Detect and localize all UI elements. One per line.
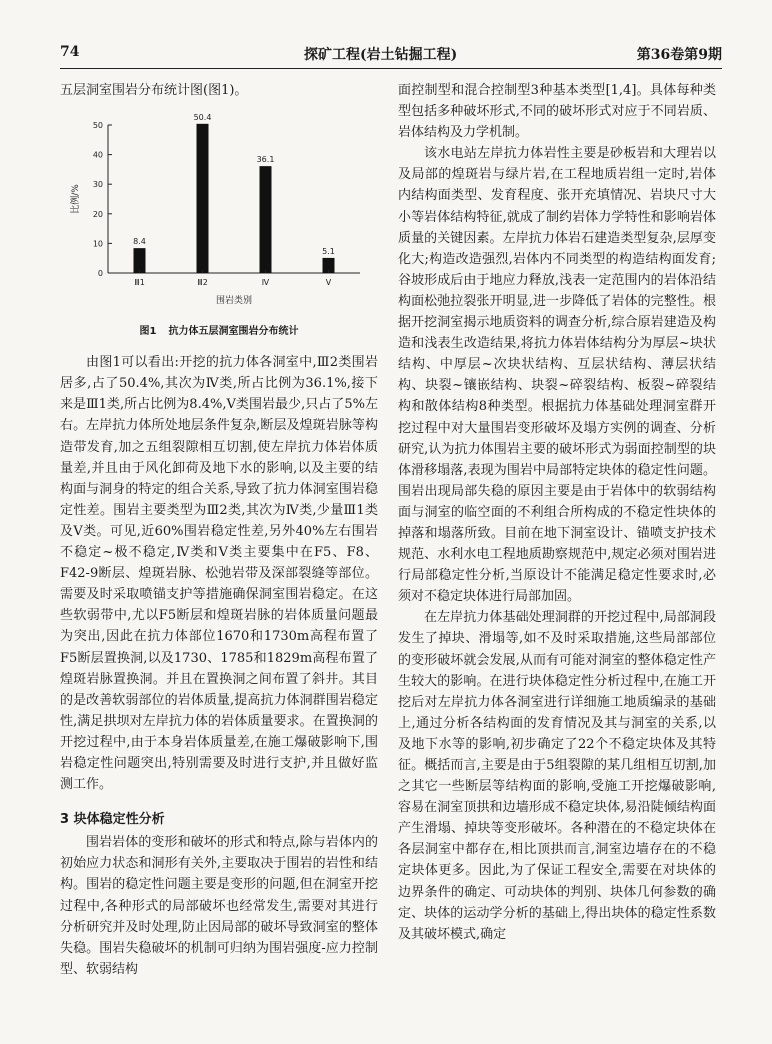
header-rule: [60, 68, 722, 69]
y-axis-label: 比例/%: [71, 184, 81, 214]
bar-value-label: 36.1: [256, 155, 275, 165]
paragraph: 面控制型和混合控制型3种基本类型[1,4]。具体每种类型包括多种破坏形式,不同的破坏形式对应于不同岩质、岩体结构及力学机制。: [398, 83, 716, 141]
intro-line: 五层洞室围岩分布统计图(图1)。: [60, 83, 248, 98]
x-tick-label: Ⅴ: [325, 278, 332, 288]
x-axis-label: 围岩类别: [215, 296, 253, 307]
y-tick-label: 20: [92, 209, 103, 219]
page-header: [60, 44, 722, 66]
caption-number: 图1: [139, 326, 157, 338]
bar-chart: [60, 107, 378, 317]
paragraph: 围岩岩体的变形和破坏的形式和特点,除与岩体内的初始应力状态和洞形有关外,主要取决于围岩的岩性和结构。围岩的稳定性问题主要是变形的问题,但在洞室开挖过程中,各种形式的局部破坏也经常发生,需要对其进行分析研究并及时处理,防止因局部的破坏导致洞室的整体失稳。围岩失稳破坏的机制可归纳为围岩强度-应力控制型、软弱结构: [60, 835, 378, 977]
x-tick-label: Ⅳ: [261, 278, 270, 288]
bar: [197, 124, 209, 273]
bar-value-label: 50.4: [193, 112, 212, 122]
section-heading: 3 块体稳定性分析: [60, 812, 165, 828]
y-tick-label: 40: [92, 150, 103, 160]
bar: [260, 166, 272, 273]
y-tick-label: 50: [92, 121, 103, 131]
x-tick-label: Ⅲ1: [134, 278, 145, 288]
y-tick-label: 10: [92, 239, 103, 249]
paragraph: 该水电站左岸抗力体岩性主要是砂板岩和大理岩以及局部的煌斑岩与绿片岩,在工程地质岩组一定时,岩体内结构面类型、发育程度、张开充填情况、岩块尺寸大小等岩体结构特征,就成了制约岩体力学特性和影响岩体质量的关键因素。左岸抗力体岩石建造类型复杂,层厚变化大;构造改造强烈,岩体内不同类型的构造结构面发育;谷坡形成后由于地应力释放,浅表一定范围内的岩体沿结构面松弛拉裂张开明显,进一步降低了岩体的完整性。根据开挖洞室揭示地质资料的调查分析,综合原岩建造及构造和浅表生改造结果,将抗力体岩体结构分为厚层~块状结构、中厚层~次块状结构、互层状结构、薄层状结构、块裂~镶嵌结构、块裂~碎裂结构、板裂~碎裂结构和散体结构8种类型。根据抗力体基础处理洞室群开挖过程中对大量围岩变形破坏及塌方实例的调查、分析研究,认为抗力体围岩主要的破坏形式为弱面控制型的块体滑移塌落,表现为围岩中局部特定块体的稳定性问题。围岩出现局部失稳的原因主要是由于岩体中的软弱结构面与洞室的临空面的不利组合所构成的不稳定性块体的掉落和塌落所致。目前在地下洞室设计、锚喷支护技术规范、水利水电工程地质勘察规范中,规定必须对围岩进行局部稳定性分析,当原设计不能满足稳定性要求时,必须对不稳定块体进行局部加固。: [398, 146, 716, 605]
caption-text: 抗力体五层洞室围岩分布统计: [168, 326, 299, 338]
bar-value-label: 5.1: [322, 246, 335, 256]
page-number: 74: [60, 44, 80, 60]
y-tick-label: 0: [97, 269, 103, 279]
left-column: [60, 80, 378, 980]
figure-1: [60, 107, 378, 317]
figure-caption: [60, 321, 378, 342]
bar: [134, 248, 146, 273]
paragraph: 在左岸抗力体基础处理洞群的开挖过程中,局部洞段发生了掉块、滑塌等,如不及时采取措施,这些局部部位的变形破坏就会发展,从而有可能对洞室的整体稳定性产生较大的影响。在进行块体稳定性分析过程中,在施工开挖后对左岸抗力体各洞室进行详细施工地质编录的基础上,通过分析各结构面的发育情况及其与洞室的关系,以及地下水等的影响,初步确定了22个不稳定块体及其特征。概括而言,主要是由于5组裂隙的某几组相互切割,加之其它一些断层等结构面的影响,受施工开挖爆破影响,容易在洞室顶拱和边墙形成不稳定块体,易沿陡倾结构面产生滑塌、掉块等变形破坏。各种潜在的不稳定块体在各层洞室中都存在,相比顶拱而言,洞室边墙存在的不稳定块体更多。因此,为了保证工程安全,需要在对块体的边界条件的确定、可动块体的判别、块体几何参数的确定、块体的运动学分析的基础上,得出块体的稳定性系数及其破坏模式,确定: [398, 610, 716, 942]
y-tick-label: 30: [92, 180, 103, 190]
bar-value-label: 8.4: [133, 237, 146, 247]
x-tick-label: Ⅲ2: [197, 278, 208, 288]
right-column: [398, 80, 716, 945]
paragraph: 由图1可以看出:开挖的抗力体各洞室中,Ⅲ2类围岩居多,占了50.4%,其次为Ⅳ类,所占比例为36.1%,接下来是Ⅲ1类,所占比例为8.4%,Ⅴ类围岩最少,只占了5%左右。左岸抗力体所处地层条件复杂,断层及煌斑岩脉等构造带发育,加之五组裂隙相互切割,使左岸抗力体岩体质量差,并且由于风化卸荷及地下水的影响,以及主要的结构面与洞身的特定的组合关系,导致了抗力体洞室围岩稳定性差。围岩主要类型为Ⅲ2类,其次为Ⅳ类,少量Ⅲ1类及Ⅴ类。可见,近60%围岩稳定性差,另外40%左右围岩不稳定~极不稳定,Ⅳ类和Ⅴ类主要集中在F5、F8、F42-9断层、煌斑岩脉、松弛岩带及深部裂缝等部位。需要及时采取喷锚支护等措施确保洞室围岩稳定。在这些软弱带中,尤以F5断层和煌斑岩脉的岩体质量问题最为突出,因此在抗力体部位1670和1730m高程布置了F5断层置换洞,以及1730、1785和1829m高程布置了煌斑岩脉置换洞。并且在置换洞之间布置了斜井。其目的是改善软弱部位的岩体质量,提高抗力体洞群围岩稳定性,满足拱坝对左岸抗力体的岩体质量要求。在置换洞的开挖过程中,由于本身岩体质量差,在施工爆破影响下,围岩稳定性问题突出,特别需要及时进行支护,并且做好监测工作。: [60, 355, 378, 793]
volume-issue: 第36卷第9期: [636, 47, 722, 63]
journal-title: 探矿工程(岩土钻掘工程): [304, 47, 458, 63]
